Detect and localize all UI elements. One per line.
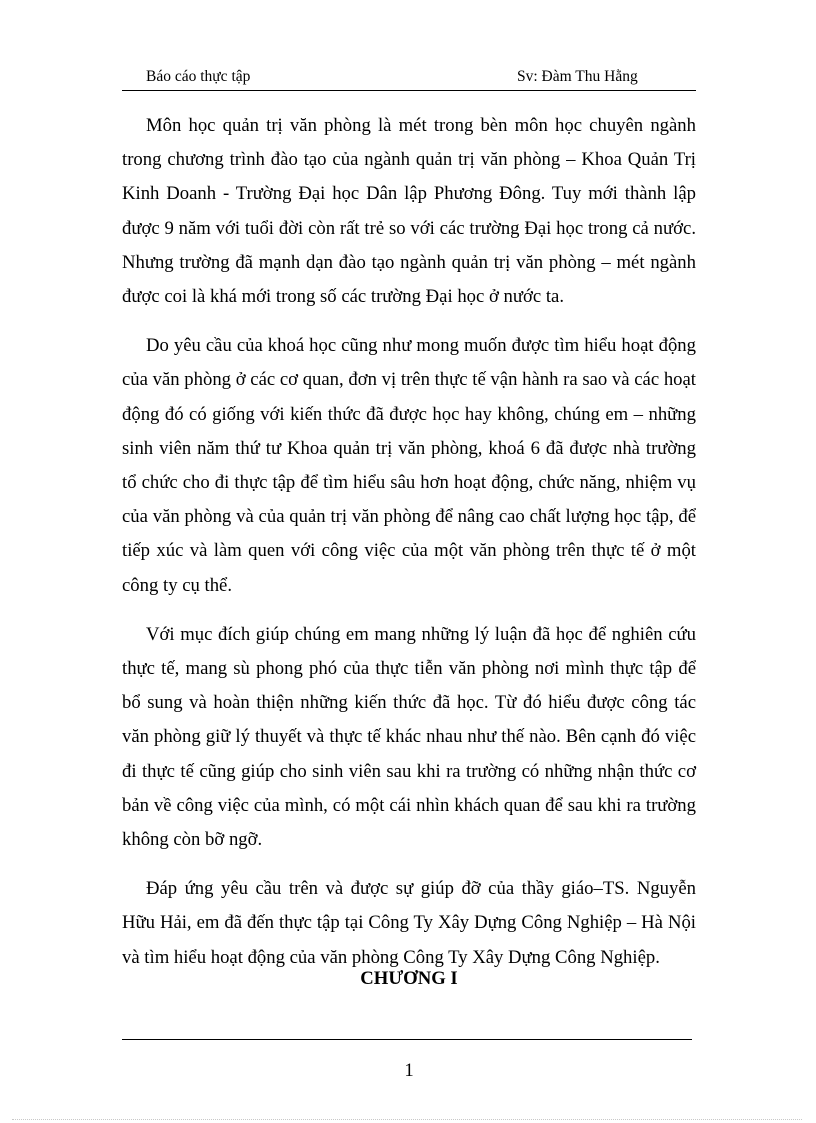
paragraph-3: Với mục đích giúp chúng em mang những lý luận đã học để nghiên cứu thực tế, mang sù phong phó của thực tiễn văn phòng nơi mình thực tập để bổ sung và hoàn thiện những kiến thức đã học. Từ đó hiểu được công tác văn phòng giữ lý thuyết và thực tế khác nhau như thế nào. Bên cạnh đó việc đi thực tế cũng giúp cho sinh viên sau khi ra trường có những nhận thức cơ bản về công việc của mình, có một cái nhìn khách quan để sau khi ra trường không còn bỡ ngỡ.: [122, 623, 696, 851]
page-header: [122, 64, 696, 91]
paragraph-4: Đáp ứng yêu cầu trên và được sự giúp đỡ của thầy giáo–TS. Nguyễn Hữu Hải, em đã đến thực tập tại Công Ty Xây Dựng Công Nghiệp – Hà Nội và tìm hiểu hoạt động của văn phòng Công Ty Xây Dựng Công Nghiệp.: [122, 878, 696, 968]
header-student-name: Sv: Đàm Thu Hằng: [517, 68, 638, 85]
paragraph-1: Môn học quản trị văn phòng là mét trong bèn môn học chuyên ngành trong chương trình đào tạo của ngành quản trị văn phòng – Khoa Quản Trị Kinh Doanh - Trường Đại học Dân lập Phương Đông. Tuy mới thành lập được 9 năm với tuổi đời còn rất trẻ so với các trường Đại học trong cả nước. Nhưng trường đã mạnh dạn đào tạo ngành quản trị văn phòng – mét ngành được coi là khá mới trong số các trường Đại học ở nước ta.: [122, 115, 696, 308]
body-text: [122, 109, 696, 990]
chapter-title: CHƯƠNG I: [360, 968, 458, 989]
paragraph-2: Do yêu cầu của khoá học cũng như mong muốn được tìm hiểu hoạt động của văn phòng ở các cơ quan, đơn vị trên thực tế vận hành ra sao và các hoạt động đó có giống với kiến thức đã được học hay không, chúng em – những sinh viên năm thứ tư Khoa quản trị văn phòng, khoá 6 đã được nhà trường tổ chức cho đi thực tập để tìm hiểu sâu hơn hoạt động, chức năng, nhiệm vụ của văn phòng và của quản trị văn phòng để nâng cao chất lượng học tập, để tiếp xúc và làm quen với công việc của một văn phòng trên thực tế ở một công ty cụ thể.: [122, 335, 696, 596]
page-number: 1: [404, 1060, 414, 1081]
footer-divider: [122, 1039, 692, 1040]
header-report-title: Báo cáo thực tập: [146, 68, 251, 85]
page-bottom-edge: [12, 1119, 802, 1120]
